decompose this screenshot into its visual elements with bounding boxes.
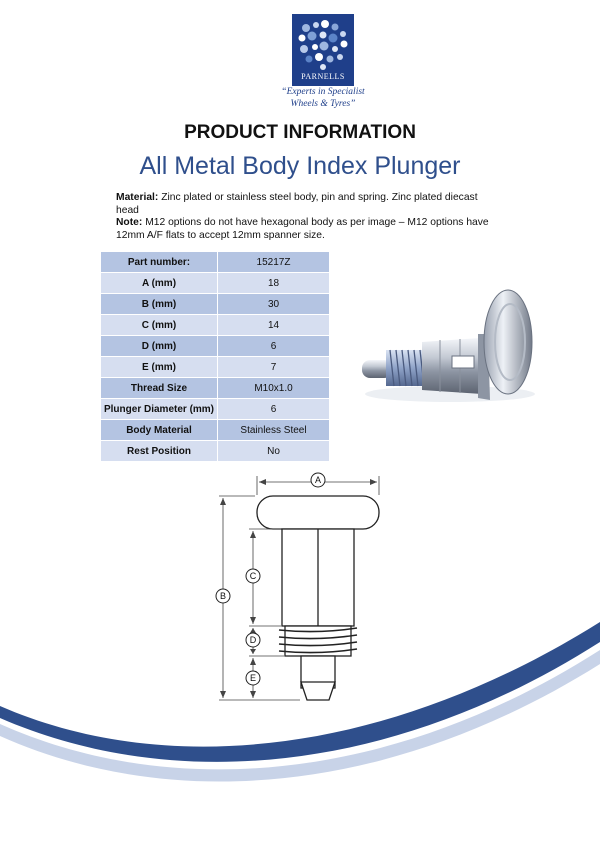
table-row (101, 252, 330, 273)
spec-value: 15217Z (218, 252, 330, 273)
spec-label: Rest Position (101, 441, 218, 462)
spec-label: D (mm) (101, 336, 218, 357)
dimension-e-label: E (249, 673, 257, 683)
spec-value: 6 (218, 399, 330, 420)
spec-label: C (mm) (101, 315, 218, 336)
table-row (101, 315, 330, 336)
spec-value: 6 (218, 336, 330, 357)
table-row (101, 336, 330, 357)
spec-label: A (mm) (101, 273, 218, 294)
spec-label: Plunger Diameter (mm) (101, 399, 218, 420)
tagline-line-1: “Experts in Specialist (281, 87, 365, 97)
note-text: M12 options do not have hexagonal body as per image – M12 options have 12mm A/F flats to accept 12mm spanner size. (116, 217, 489, 241)
product-photo (340, 282, 540, 412)
table-row (101, 420, 330, 441)
spec-label: E (mm) (101, 357, 218, 378)
page-title: PRODUCT INFORMATION (184, 122, 416, 143)
spec-label: B (mm) (101, 294, 218, 315)
table-row (101, 399, 330, 420)
dimension-c-label: C (249, 571, 257, 581)
dimension-b-label: B (219, 591, 227, 601)
spec-label: Thread Size (101, 378, 218, 399)
spec-table (101, 252, 330, 462)
product-title: All Metal Body Index Plunger (139, 152, 461, 180)
note-label: Note: (116, 217, 143, 228)
footer-wave (0, 600, 600, 848)
spec-value: No (218, 441, 330, 462)
spec-label: Body Material (101, 420, 218, 441)
spec-value: M10x1.0 (218, 378, 330, 399)
material-text: Zinc plated or stainless steel body, pin and spring. Zinc plated diecast head (116, 192, 478, 216)
spec-value: Stainless Steel (218, 420, 330, 441)
spec-value: 14 (218, 315, 330, 336)
logo-name: PARNELLS (301, 72, 345, 81)
table-row (101, 378, 330, 399)
spec-label: Part number: (101, 252, 218, 273)
tagline-line-2: Wheels & Tyres” (290, 99, 356, 109)
spec-value: 30 (218, 294, 330, 315)
product-notes (116, 192, 490, 242)
spec-value: 7 (218, 357, 330, 378)
dimension-d-label: D (249, 635, 257, 645)
material-note (116, 192, 490, 217)
size-note (116, 217, 490, 242)
table-row (101, 357, 330, 378)
company-logo (292, 14, 354, 86)
table-row (101, 441, 330, 462)
material-label: Material: (116, 192, 159, 203)
table-row (101, 273, 330, 294)
dimension-a-label: A (314, 475, 322, 485)
logo-tagline (240, 86, 406, 110)
spec-value: 18 (218, 273, 330, 294)
table-row (101, 294, 330, 315)
